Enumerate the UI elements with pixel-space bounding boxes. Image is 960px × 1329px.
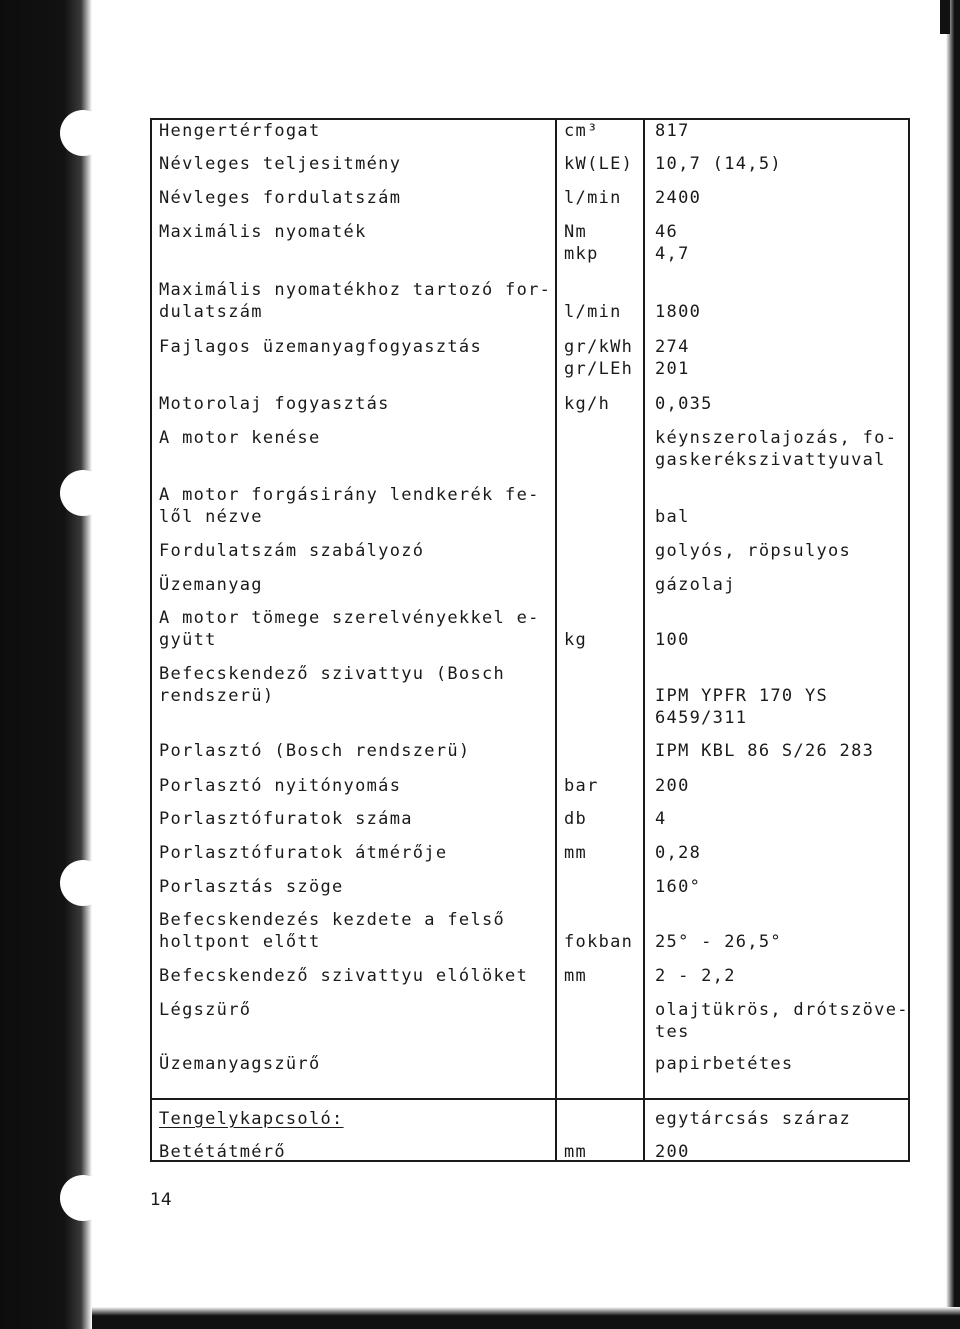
punch-hole <box>60 470 106 516</box>
spec-unit: mm <box>564 843 588 863</box>
spec-value: gázolaj <box>655 575 736 595</box>
spec-unit: fokban <box>564 932 634 952</box>
spec-value: 46 4,7 <box>655 222 690 264</box>
spec-value: 817 <box>655 121 690 141</box>
spec-unit: kg/h <box>564 394 611 414</box>
spec-label: Porlasztó (Bosch rendszerü) <box>159 741 471 761</box>
spec-label: Befecskendező szivattyu elólöket <box>159 966 529 986</box>
spec-unit: gr/kWh gr/LEh <box>564 337 634 379</box>
scan-border-right <box>946 0 960 1329</box>
scan-border-left <box>0 0 92 1329</box>
spec-value: 100 <box>655 630 690 650</box>
spec-value: 0,035 <box>655 394 713 414</box>
spec-value: IPM YPFR 170 YS 6459/311 <box>655 686 829 728</box>
spec-label: Tengelykapcsoló: <box>159 1109 344 1129</box>
spec-value: 0,28 <box>655 843 702 863</box>
spec-label: A motor kenése <box>159 428 321 448</box>
spec-label: Légszürő <box>159 1000 252 1020</box>
spec-value: papirbetétes <box>655 1054 794 1074</box>
spec-label: A motor forgásirány lendkerék fe- lől nézve <box>159 485 540 527</box>
spec-unit: mm <box>564 1142 588 1162</box>
spec-label: Fordulatszám szabályozó <box>159 541 425 561</box>
page-number: 14 <box>150 1190 172 1210</box>
spec-unit: l/min <box>564 188 622 208</box>
spec-value: golyós, röpsulyos <box>655 541 852 561</box>
spec-label: Betétátmérő <box>159 1142 286 1162</box>
spec-unit: kg <box>564 630 588 650</box>
spec-value: kéynszerolajozás, fo- gaskerékszivattyuval <box>655 428 898 470</box>
spec-label: Névleges fordulatszám <box>159 188 402 208</box>
punch-hole <box>60 860 106 906</box>
spec-label: Üzemanyag <box>159 575 263 595</box>
spec-unit: db <box>564 809 588 829</box>
spec-label: Befecskendező szivattyu (Bosch rendszerü) <box>159 664 506 706</box>
spec-value: olajtükrös, drótszöve- tes <box>655 1000 909 1042</box>
spec-label: Fajlagos üzemanyagfogyasztás <box>159 337 482 357</box>
spec-label: Porlasztás szöge <box>159 877 344 897</box>
spec-value: 2400 <box>655 188 702 208</box>
spec-label: Maximális nyomatékhoz tartozó for- dulatszám <box>159 280 552 322</box>
spec-value: 1800 <box>655 302 702 322</box>
punch-hole <box>60 110 106 156</box>
spec-value: IPM KBL 86 S/26 283 <box>655 741 875 761</box>
spec-value: 10,7 (14,5) <box>655 154 782 174</box>
spec-value: bal <box>655 507 690 527</box>
spec-label: Befecskendezés kezdete a felső holtpont előtt <box>159 910 506 952</box>
scan-mark <box>940 0 950 34</box>
spec-unit: Nm mkp <box>564 222 599 264</box>
spec-unit: kW(LE) <box>564 154 634 174</box>
spec-value: egytárcsás száraz <box>655 1109 852 1129</box>
spec-label: Porlasztó nyitónyomás <box>159 776 402 796</box>
punch-hole <box>60 1175 106 1221</box>
spec-label: Motorolaj fogyasztás <box>159 394 390 414</box>
spec-unit: mm <box>564 966 588 986</box>
spec-unit: cm³ <box>564 121 599 141</box>
spec-unit: bar <box>564 776 599 796</box>
spec-unit: l/min <box>564 302 622 322</box>
spec-value: 2 - 2,2 <box>655 966 736 986</box>
section-divider <box>150 1098 910 1100</box>
spec-value: 4 <box>655 809 667 829</box>
spec-label: A motor tömege szerelvényekkel e- gyütt <box>159 608 540 650</box>
spec-value: 25° - 26,5° <box>655 932 782 952</box>
spec-value: 200 <box>655 1142 690 1162</box>
scan-border-bottom <box>92 1307 960 1329</box>
spec-value: 274 201 <box>655 337 690 379</box>
spec-label: Porlasztófuratok átmérője <box>159 843 448 863</box>
spec-value: 160° <box>655 877 702 897</box>
spec-label: Maximális nyomaték <box>159 222 367 242</box>
spec-label: Névleges teljesitmény <box>159 154 402 174</box>
spec-label: Hengertérfogat <box>159 121 321 141</box>
spec-label: Porlasztófuratok száma <box>159 809 413 829</box>
unit-column-divider <box>555 118 557 1162</box>
spec-value: 200 <box>655 776 690 796</box>
spec-label: Üzemanyagszürő <box>159 1054 321 1074</box>
